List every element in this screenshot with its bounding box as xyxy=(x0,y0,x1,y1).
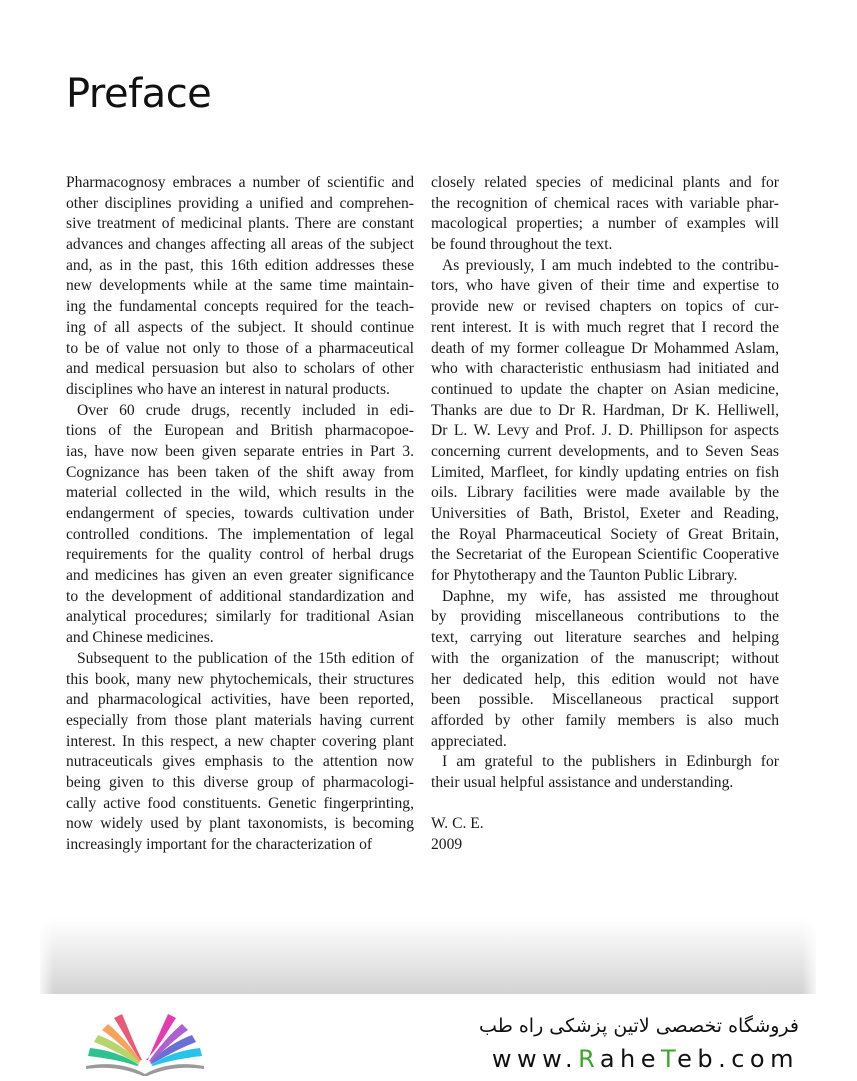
text-line: the Royal Pharmaceutical Society of Great Britain, xyxy=(431,525,779,543)
text-line: the Secretariat of the European Scientific Cooperative xyxy=(431,546,779,564)
text-line: to the development of additional standardization and xyxy=(66,587,414,605)
text-line: death of my former colleague Dr Mohammed Aslam, xyxy=(431,339,779,357)
paragraph xyxy=(431,173,779,256)
footer-persian-tagline: فروشگاه تخصصی لاتین پزشکی راه طب xyxy=(479,1015,799,1037)
footer-gray-band xyxy=(40,918,816,994)
url-suffix: eb.com xyxy=(677,1045,799,1073)
text-line: Cognizance has been taken of the shift away from xyxy=(66,463,414,481)
text-line: text, carrying out literature searches and helping xyxy=(431,629,779,647)
text-line: Daphne, my wife, has assisted me throughout xyxy=(442,587,779,605)
footer-branding xyxy=(479,1013,799,1075)
text-line: Subsequent to the publication of the 15th edition of xyxy=(77,649,414,667)
text-line: requirements for the quality control of herbal drugs xyxy=(66,546,414,564)
text-line: tors, who have given of their time and expertise to xyxy=(431,277,779,295)
text-line: nutraceuticals gives emphasis to the attention now xyxy=(66,753,414,771)
text-line: macological properties; a number of examples will xyxy=(431,215,779,233)
text-line: for Phytotherapy and the Taunton Public Library. xyxy=(431,567,738,585)
text-line: provide new or revised chapters on topics of cur- xyxy=(431,298,779,316)
text-line: material collected in the wild, which results in the xyxy=(66,484,414,502)
paragraph xyxy=(431,256,779,587)
text-line: their usual helpful assistance and understanding. xyxy=(431,773,734,791)
text-line: especially from those plant materials having current xyxy=(66,711,414,729)
text-line: advances and changes affecting all areas of the subject xyxy=(66,236,414,254)
text-line: Limited, Marfleet, for kindly updating entries on fish xyxy=(431,463,779,481)
text-line: sive treatment of medicinal plants. There are constant xyxy=(66,215,414,233)
right-column xyxy=(431,173,779,856)
paragraph xyxy=(66,649,414,856)
text-line: I am grateful to the publishers in Edinburgh for xyxy=(442,753,779,771)
text-line: increasingly important for the characterization of xyxy=(66,836,373,853)
text-line: with the organization of the manuscript; without xyxy=(431,649,779,667)
text-line: this book, many new phytochemicals, their structures xyxy=(66,670,414,688)
signature-year: 2009 xyxy=(431,836,463,853)
text-line: her dedicated help, this edition would not have xyxy=(431,670,779,688)
text-line: continued to update the chapter on Asian medicine, xyxy=(431,380,779,398)
text-line: the recognition of chemical races with variable phar- xyxy=(431,194,779,212)
text-line: and pharmacological activities, have been reported, xyxy=(66,691,414,709)
page-title: Preface xyxy=(66,71,212,117)
text-line: and, as in the past, this 16th edition addresses these xyxy=(66,256,414,274)
url-accent-letter-r: R xyxy=(578,1045,600,1073)
signature xyxy=(431,814,779,855)
text-line: Universities of Bath, Bristol, Exeter and Reading, xyxy=(431,505,779,522)
open-book-logo-icon xyxy=(82,1008,212,1076)
text-line: appreciated. xyxy=(431,732,507,750)
text-line: being given to this diverse group of pharmacologi- xyxy=(66,773,414,791)
left-column xyxy=(66,173,414,856)
paragraph xyxy=(66,173,414,401)
text-line: tions of the European and British pharmacopoe- xyxy=(66,422,414,440)
text-line: been possible. Miscellaneous practical support xyxy=(431,691,779,709)
text-line: ing of all aspects of the subject. It should continue xyxy=(66,318,414,336)
paragraph xyxy=(431,752,779,793)
paragraph xyxy=(431,587,779,753)
text-line: rent interest. It is with much regret that I record the xyxy=(431,318,779,336)
text-line: by providing miscellaneous contributions to the xyxy=(431,608,779,626)
text-line: and Chinese medicines. xyxy=(66,629,214,647)
text-line: Dr L. W. Levy and Prof. J. D. Phillipson for aspects xyxy=(431,422,779,440)
url-accent-letter-t: T xyxy=(661,1045,678,1073)
text-line: Over 60 crude drugs, recently included in edi- xyxy=(77,401,414,419)
text-line: cally active food constituents. Genetic fingerprinting, xyxy=(66,794,414,812)
text-line: to be of value not only to those of a pharmaceutical xyxy=(66,339,414,357)
text-line: and medical persuasion but also to scholars of other xyxy=(66,360,414,378)
text-line: disciplines who have an interest in natural products. xyxy=(66,380,390,398)
text-line: As previously, I am much indebted to the contribu- xyxy=(442,256,779,274)
text-line: concerning current developments, and to Seven Seas xyxy=(431,442,779,460)
text-line: endangerment of species, towards cultivation under xyxy=(66,505,414,522)
footer-website-url[interactable] xyxy=(479,1043,799,1075)
text-line: interest. In this respect, a new chapter covering plant xyxy=(66,732,414,750)
text-line: who with characteristic enthusiasm had initiated and xyxy=(431,360,779,378)
url-middle: ahe xyxy=(599,1045,662,1073)
text-line: ias, have now been given separate entries in Part 3. xyxy=(66,442,414,460)
text-line: Pharmacognosy embraces a number of scientific and xyxy=(66,174,414,191)
text-line: afforded by other family members is also much xyxy=(431,711,779,729)
signature-initials: W. C. E. xyxy=(431,815,484,833)
text-line: controlled conditions. The implementation of legal xyxy=(66,525,414,543)
text-line: be found throughout the text. xyxy=(431,236,613,254)
text-line: ing the fundamental concepts required for the teach- xyxy=(66,298,414,316)
text-line: oils. Library facilities were made available by the xyxy=(431,484,779,502)
url-prefix: www. xyxy=(491,1045,579,1073)
text-line: Thanks are due to Dr R. Hardman, Dr K. Helliwell, xyxy=(431,401,779,419)
text-line: analytical procedures; similarly for traditional Asian xyxy=(66,608,414,626)
text-line: new developments while at the same time maintain- xyxy=(66,277,414,295)
text-line: and medicines has given an even greater significance xyxy=(66,567,414,585)
text-line: closely related species of medicinal plants and for xyxy=(431,174,779,191)
paragraph xyxy=(66,401,414,649)
text-line: other disciplines providing a unified and comprehen- xyxy=(66,194,414,212)
text-line: now widely used by plant taxonomists, is becoming xyxy=(66,815,414,833)
